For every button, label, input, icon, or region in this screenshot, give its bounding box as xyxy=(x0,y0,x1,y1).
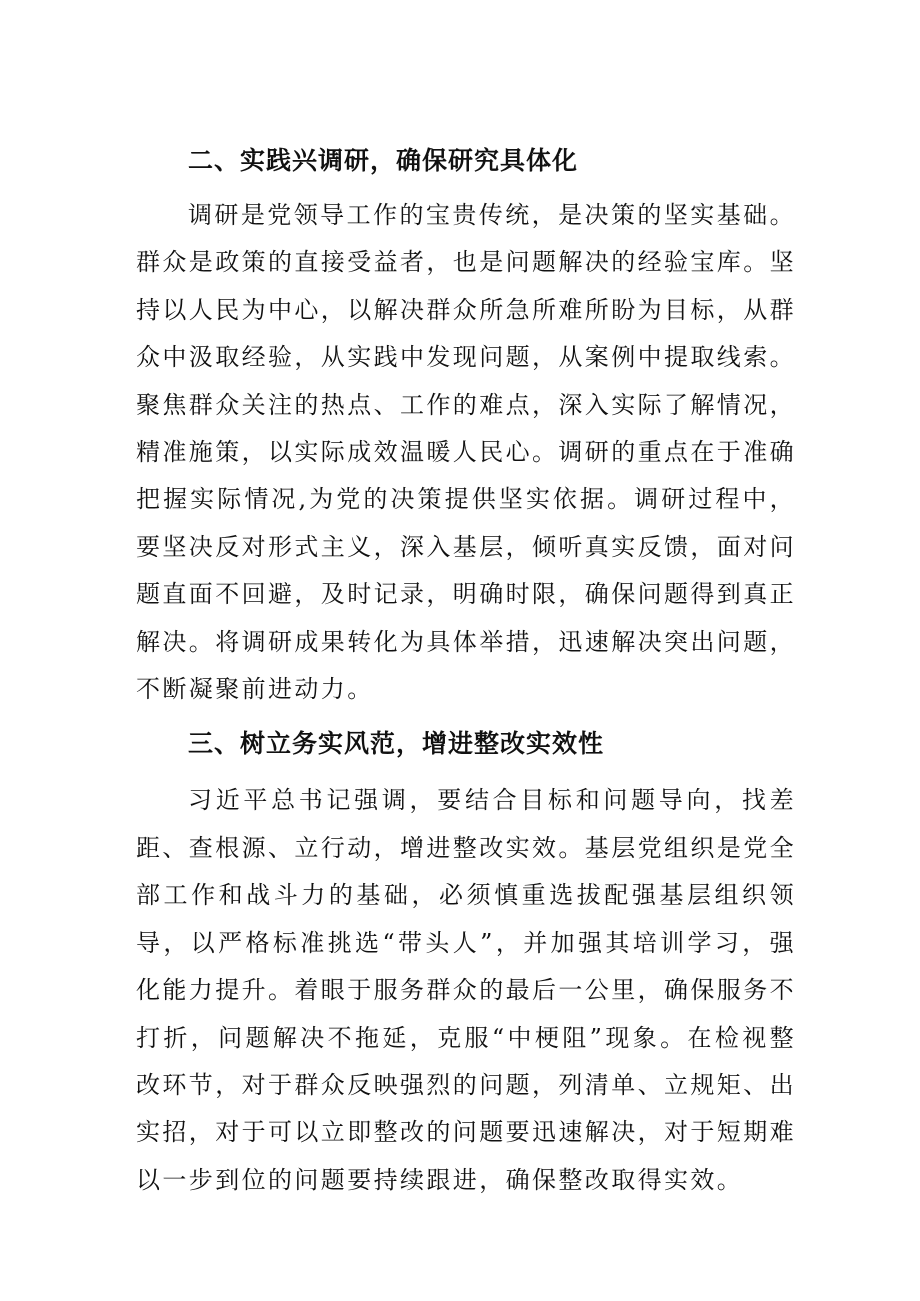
section-heading-2: 二、实践兴调研，确保研究具体化 xyxy=(188,146,579,175)
section-paragraph-2: 调研是党领导工作的宝贵传统，是决策的坚实基础。群众是政策的直接受益者，也是问题解决的经验宝库。坚持以人民为中心，以解决群众所急所难所盼为目标，从群众中汲取经验，从实践中发现问题，从案例中提取线索。聚焦群众关注的热点、工作的难点，深入实际了解情况，精准施策，以实际成效温暖人民心。调研的重点在于准确把握实际情况,为党的决策提供坚实依据。调研过程中，要坚决反对形式主义，深入基层，倾听真实反馈，面对问题直面不回避，及时记录，明确时限，确保问题得到真正解决。将调研成果转化为具体举措，迅速解决突出问题，不断凝聚前进动力。 xyxy=(136,201,796,704)
section-heading-3: 三、树立务实风范，增进整改实效性 xyxy=(188,729,605,759)
document-body xyxy=(136,138,796,1204)
section-paragraph-3: 习近平总书记强调，要结合目标和问题导向，找差距、查根源、立行动，增进整改实效。基层党组织是党全部工作和战斗力的基础，必须慎重选拔配强基层组织领导，以严格标准挑选“带头人”，并加强其培训学习，强化能力提升。着眼于服务群众的最后一公里，确保服务不打折，问题解决不拖延，克服“中梗阻”现象。在检视整改环节，对于群众反映强烈的问题，列清单、立规矩、出实招，对于可以立即整改的问题要迅速解决，对于短期难以一步到位的问题要持续跟进，确保整改取得实效。 xyxy=(136,786,796,1194)
